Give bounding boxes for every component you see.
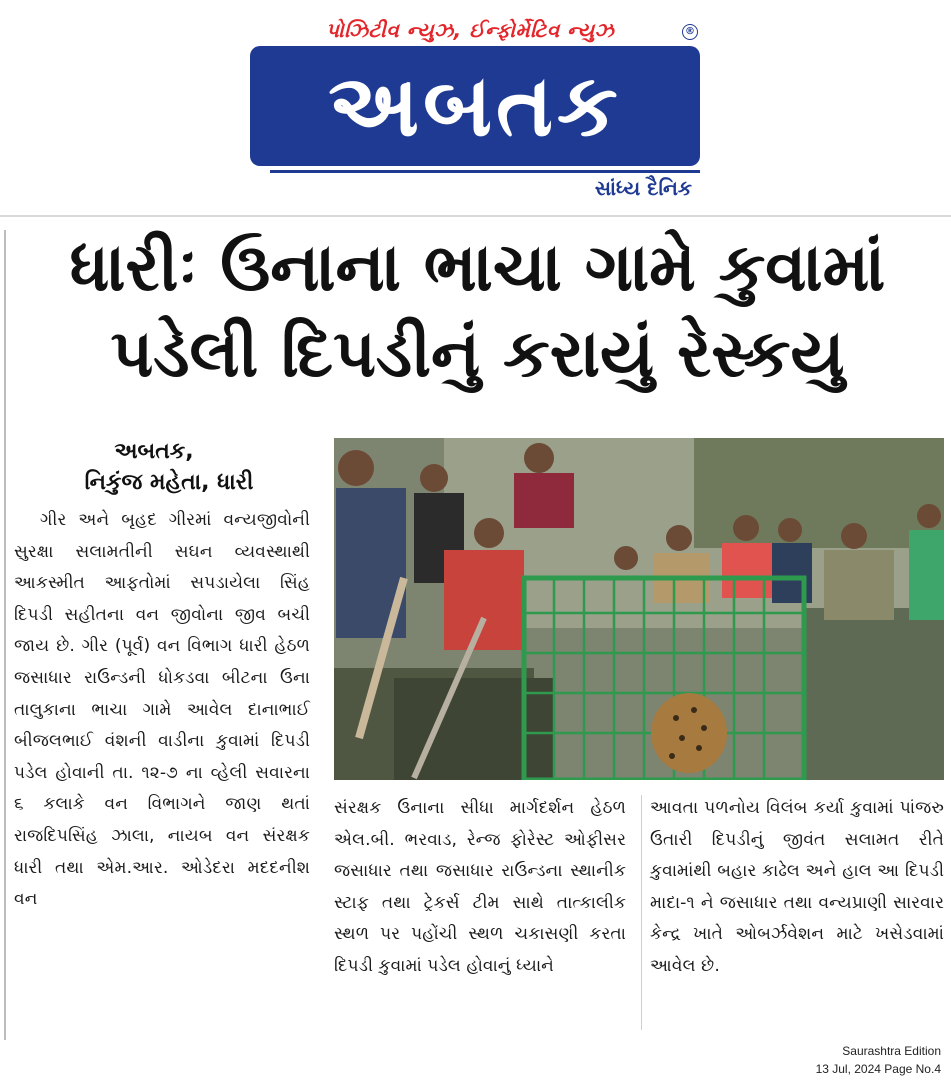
article-headline: [10, 225, 945, 397]
newspaper-logo: [250, 46, 700, 166]
headline-line-2: પડેલી દિપડીનું કરાયું રેસ્કયુ: [110, 315, 845, 392]
rescue-photo-icon: [334, 438, 944, 780]
byline-reporter: નિકુંજ મહેતા, ધારી: [84, 470, 254, 495]
article-column-2: સંરક્ષક ઉનાના સીધા માર્ગદર્શન હેઠળ એલ.બી. ભરવાડ, રેન્જ ફોરેસ્ટ ઓફીસર જસાધાર તથા જસાધાર રાઉન્ડના સ્થાનીક સ્ટાફ તથા ટ્રેકર્સ ટીમ સાથે તાત્કાલીક સ્થળ પર પહોંચી સ્થળ ચકાસણી કરતા દિપડી કુવામાં પડેલ હોવાનું ધ્યાને: [334, 798, 626, 976]
page-footer: [816, 1042, 941, 1078]
tagline: પોઝિટીવ ન્યુઝ, ઈન્ફોર્મેટિવ ન્યુઝ: [325, 18, 615, 42]
edition-label: Saurashtra Edition: [842, 1044, 941, 1058]
logo-text: અબતક: [250, 46, 700, 166]
masthead: [250, 18, 700, 203]
column-divider: [641, 795, 642, 1030]
date-page-label: 13 Jul, 2024 Page No.4: [815, 1062, 941, 1076]
byline-source: અબતક,: [114, 439, 194, 464]
article-column-3: આવતા પળનોય વિલંબ કર્યા કુવામાં પાંજરુ ઉતારી દિપડીનું જીવંત સલામત રીતે કુવામાંથી બહાર કાઢેલ અને હાલ આ દિપડી માદા-૧ ને જસાધાર તથા વન્યપ્રાણી સારવાર કેન્દ્ર ખાતે ઓબર્ઝવેશન માટે ખસેડવામાં આવેલ છે.: [650, 798, 944, 976]
registered-mark: ®: [682, 24, 698, 40]
headline-line-1: ધારીઃ ઉનાના ભાચા ગામે કુવામાં: [69, 229, 886, 306]
byline: [14, 436, 324, 498]
column-rule: [4, 230, 6, 1040]
rescue-photo: [334, 438, 944, 780]
masthead-subtitle: સાંધ્ય દૈનિક: [594, 176, 692, 200]
masthead-divider: [0, 215, 951, 217]
logo-underline: [270, 170, 700, 173]
article-column-1: ગીર અને બૃહદ ગીરમાં વન્યજીવોની સુરક્ષા સલામતીની સઘન વ્યવસ્થાથી આકસ્મીત આફતોમાં સપડાયેલા સિંહ દિપડી સહીતના વન જીવોના જીવ બચી જાય છે. ગીર (પૂર્વ) વન વિભાગ ધારી હેઠળ જસાધાર રાઉન્ડની ધોકડવા બીટના ઉના તાલુકાના ભાચા ગામે આવેલ દાનાભાઈ બીજલભાઈ વંશની વાડીના કુવામાં દિપડી પડેલ હોવાની તા. ૧૨-૭ ના વ્હેલી સવારના ૬ કલાકે વન વિભાગને જાણ થતાં રાજદિપસિંહ ઝાલા, નાયબ વન સંરક્ષક ધારી તથા એમ.આર. ઓડેદરા મદદનીશ વન: [14, 510, 310, 910]
